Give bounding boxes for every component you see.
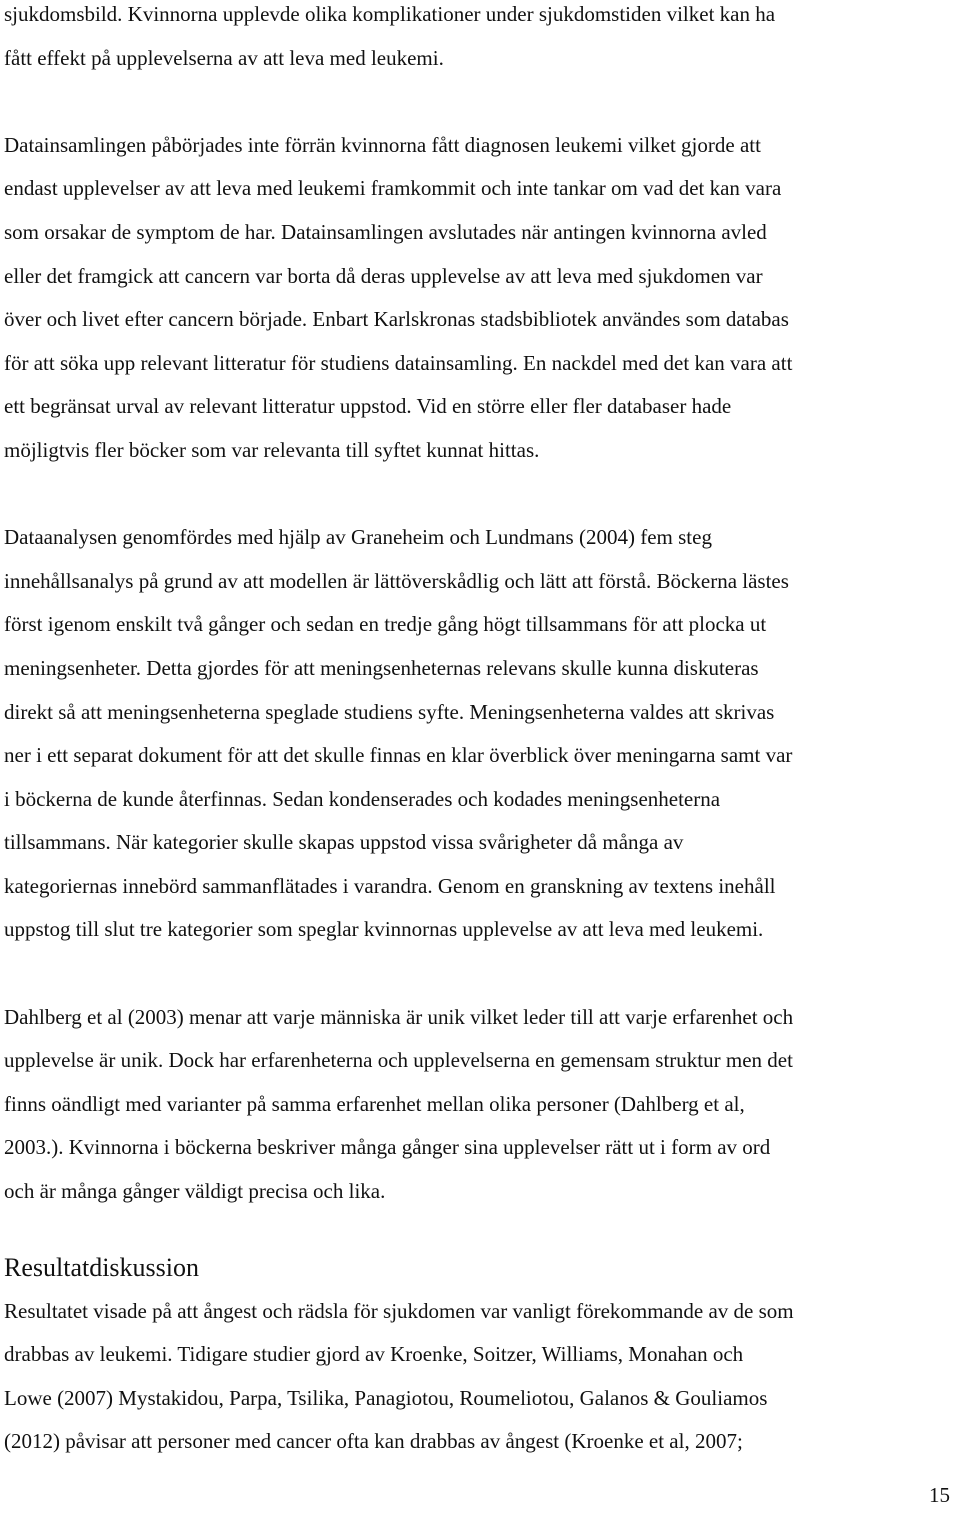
paragraph-spacer — [4, 80, 956, 124]
paragraph-spacer — [4, 473, 956, 517]
section-heading: Resultatdiskussion — [4, 1252, 200, 1282]
paragraph-data-analysis: Dataanalysen genomfördes med hjälp av Graneheim och Lundmans (2004) fem steg innehållsanalys på grund av att modellen är lättöverskådlig och lätt att förstå. Böckerna lästes först igenom enskilt två gånger och sedan en tredje gång högt tillsammans för att plocka ut meningsenheter. Detta gjordes för att meningsenheternas relevans skulle kunna diskuteras direkt så att meningsenheterna speglade studiens syfte. Meningsenheterna valdes att skrivas ner i ett separat dokument för att det skulle finnas en klar överblick över meningarna samt var i böckerna de kunde återfinnas. Sedan kondenserades och kodades meningsenheterna tillsammans. När kategorier skulle skapas uppstod vissa svårigheter då många av kategoriernas innebörd sammanflätades i varandra. Genom en granskning av textens inehåll uppstog till slut tre kategorier som speglar kvinnornas upplevelse av att leva med leukemi. — [4, 525, 793, 942]
paragraph-dahlberg: Dahlberg et al (2003) menar att varje människa är unik vilket leder till att varje erfarenhet och upplevelse är unik. Dock har erfarenheterna och upplevelserna en gemensam struktur men det finns oändligt med varianter på samma erfarenhet mellan olika personer (Dahlberg et al, 2003.). Kvinnorna i böckerna beskriver många gånger sina upplevelser rätt ut i form av ord och är många gånger väldigt precisa och lika. — [4, 1004, 794, 1204]
paragraph-results-discussion: Resultatet visade på att ångest och rädsla för sjukdomen var vanligt förekommande av de som drabbas av leukemi. Tidigare studier gjord av Kroenke, Soitzer, Williams, Monahan och Lowe (2007) Mystakidou, Parpa, Tsilika, Panagiotou, Roumeliotou, Galanos & Gouliamos (2012) påvisar att personer med cancer ofta kan drabbas av ångest (Kroenke et al, 2007; — [4, 1298, 794, 1454]
document-page — [4, 0, 956, 1464]
paragraph-data-collection: Datainsamlingen påbörjades inte förrän kvinnorna fått diagnosen leukemi vilket gjorde att endast upplevelser av att leva med leukemi framkommit och inte tankar om vad det kan vara som orsakar de symptom de har. Datainsamlingen avslutades när antingen kvinnorna avled eller det framgick att cancern var borta då deras upplevelse av att leva med sjukdomen var över och livet efter cancern började. Enbart Karlskronas stadsbibliotek användes som databas för att söka upp relevant litteratur för studiens datainsamling. En nackdel med det kan vara att ett begränsat urval av relevant litteratur uppstod. Vid en större eller fler databaser hade möjligtvis fler böcker som var relevanta till syftet kunnat hittas. — [4, 132, 793, 462]
paragraph-illness-complications: sjukdomsbild. Kvinnorna upplevde olika komplikationer under sjukdomstiden vilket kan ha fått effekt på upplevelserna av att leva med leukemi. — [4, 2, 776, 70]
paragraph-spacer — [4, 952, 956, 996]
paragraph-spacer — [4, 1214, 956, 1246]
page-number: 15 — [929, 1483, 950, 1507]
